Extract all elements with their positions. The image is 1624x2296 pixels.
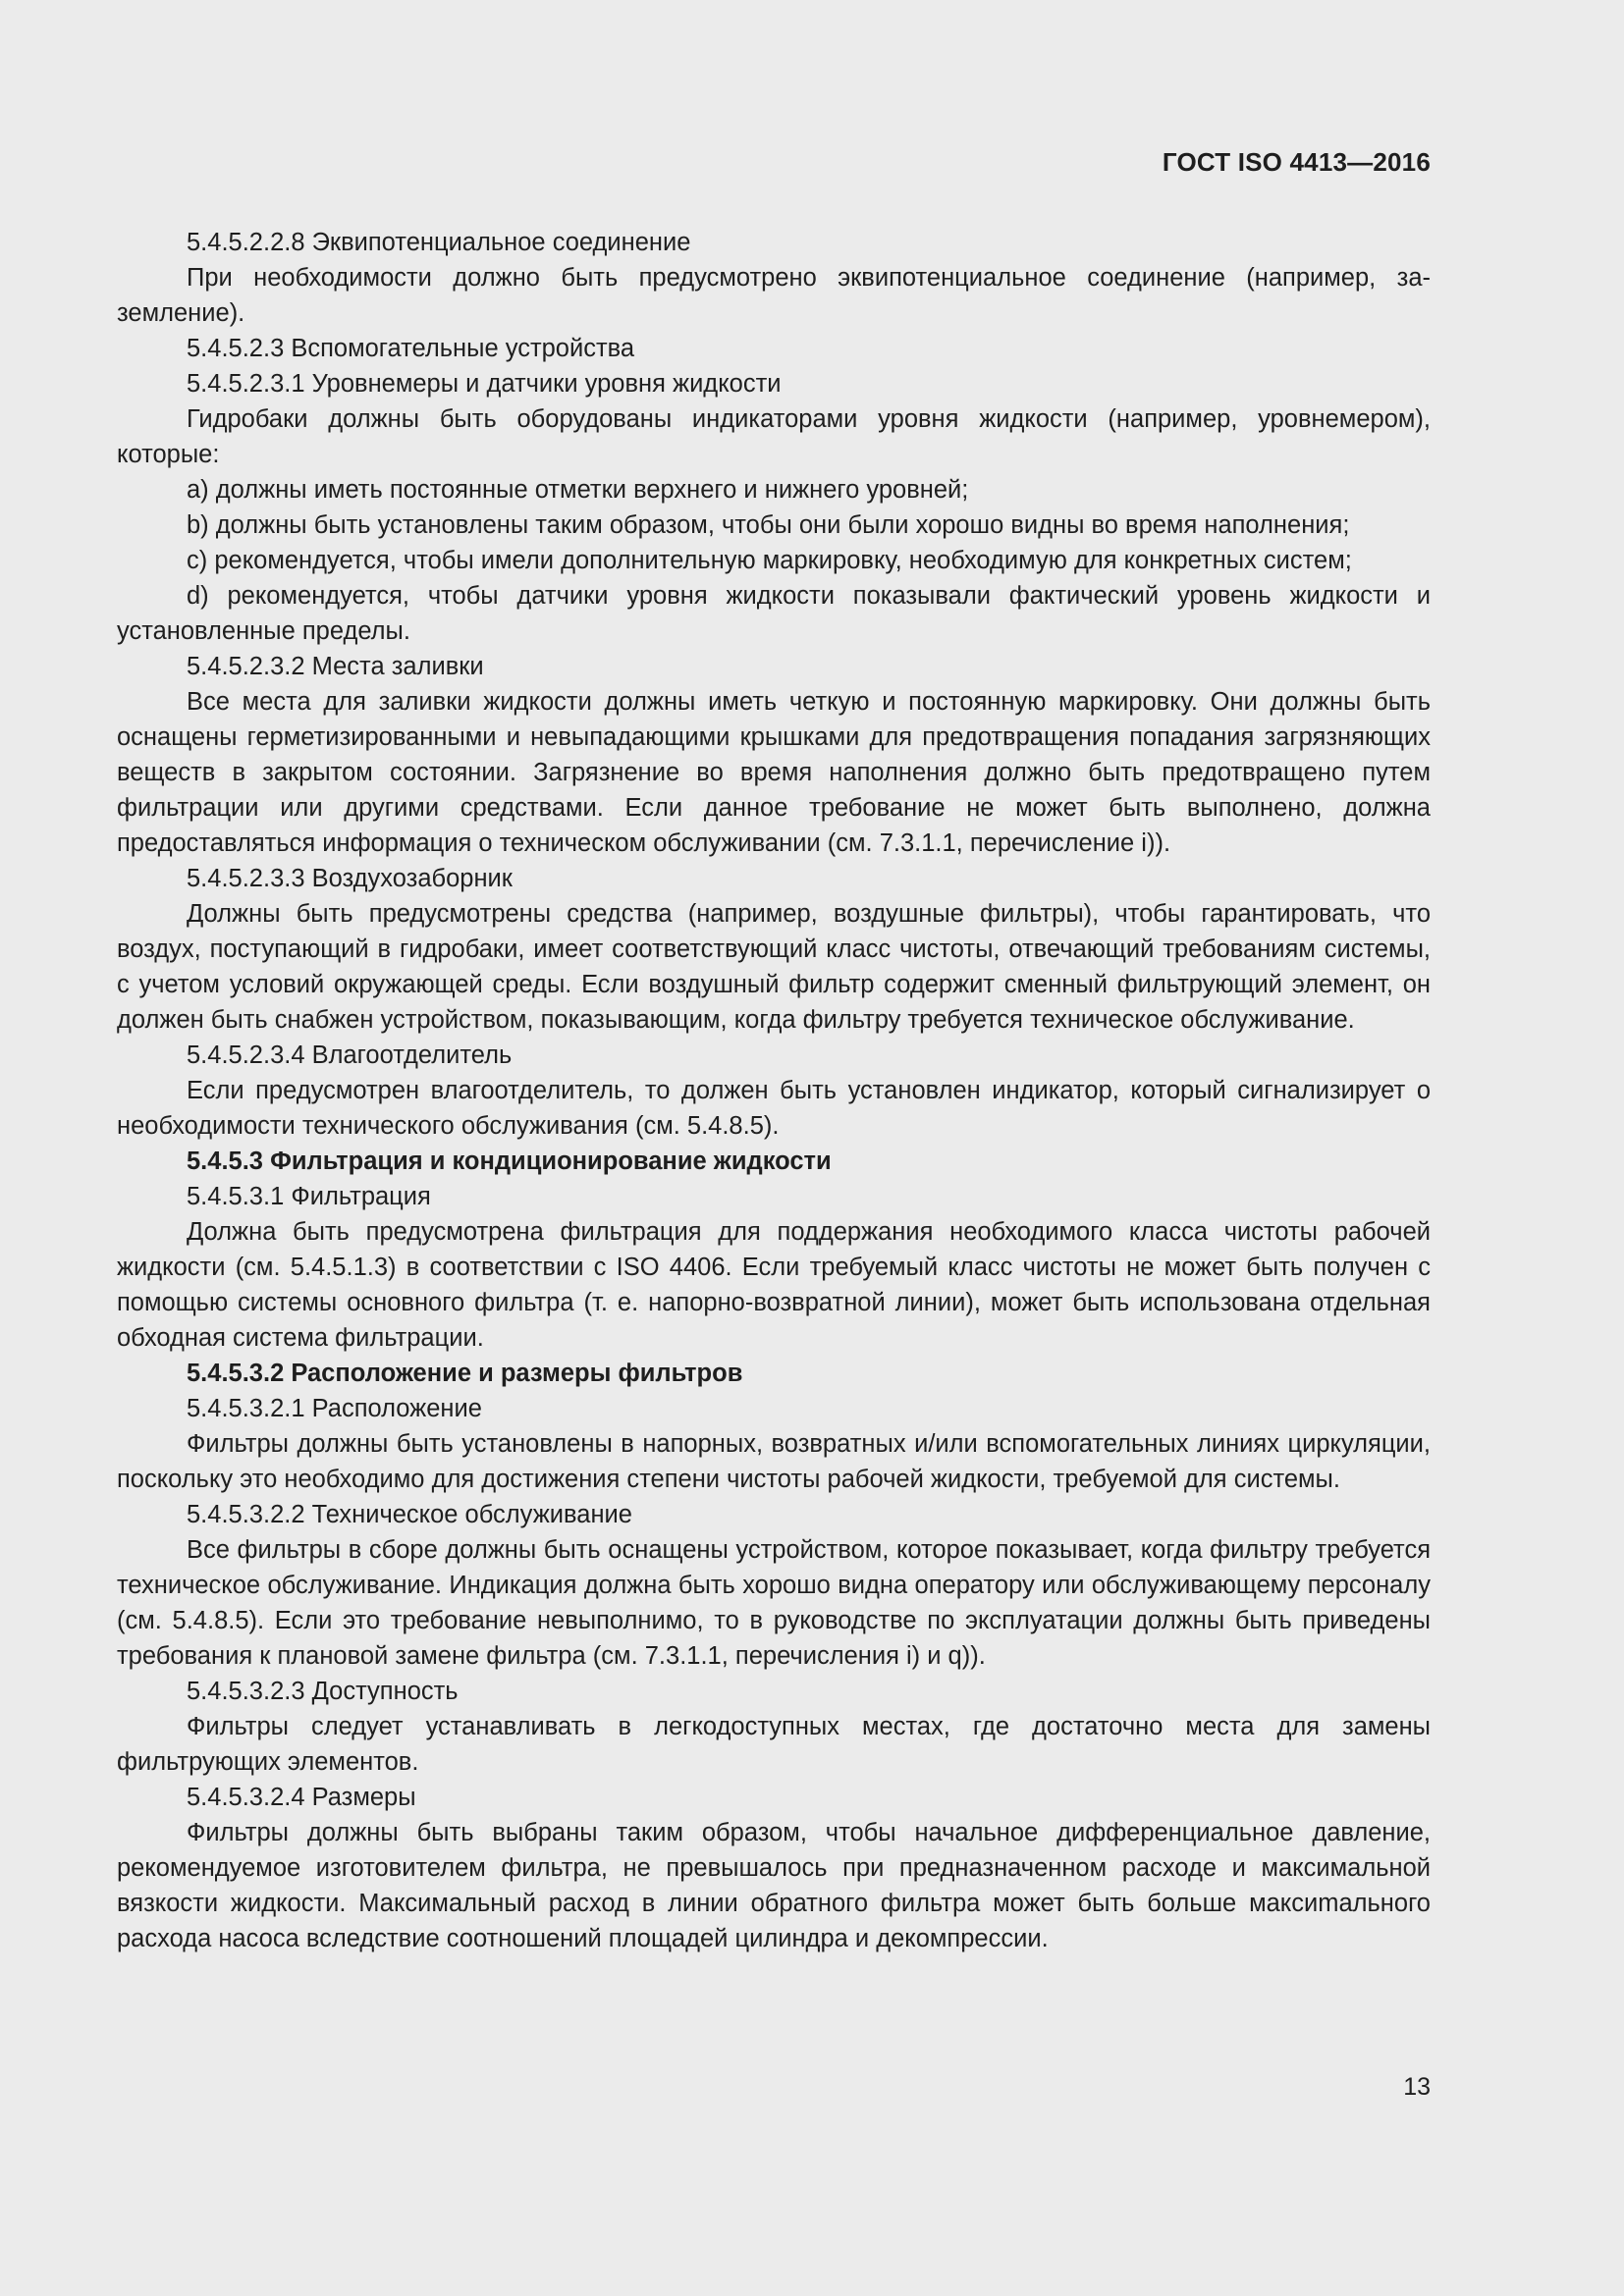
body-paragraph: При необходимости должно быть предусмотрено эквипотенциальное соединение (например, заземление). — [117, 264, 1431, 327]
section-heading-5-4-5-2-3-1: 5.4.5.2.3.1 Уровнемеры и датчики уровня жидкости — [187, 370, 782, 398]
list-item-b: b) должны быть установлены таким образом, чтобы они были хорошо видны во время наполнения; — [187, 511, 1350, 539]
body-paragraph: Все фильтры в сборе должны быть оснащены устройством, которое показывает, когда фильтру требуется техническое обслуживание. Индикация должна быть хорошо видна оператору или обслуживающему персоналу (см. 5.4.8.5). Если это требование невыполнимо, то в руководстве по эксплуатации должны быть приведены требования к плановой замене фильтра (см. 7.3.1.1, перечисления i) и q)). — [117, 1536, 1431, 1670]
section-heading-5-4-5-2-2-8: 5.4.5.2.2.8 Эквипотенциальное соединение — [187, 229, 691, 256]
page-number: 13 — [1403, 2073, 1431, 2101]
section-heading-5-4-5-3-2-3: 5.4.5.3.2.3 Доступность — [187, 1678, 459, 1705]
section-heading-5-4-5-3-2: 5.4.5.3.2 Расположение и размеры фильтров — [187, 1360, 743, 1387]
body-paragraph: Фильтры должны быть выбраны таким образом, чтобы начальное дифференциальное давление, рекомендуемое изготовителем фильтра, не превышалось при предназначенном расходе и максимальной вязкости жидкости. Максимальный расход в линии обратного фильтра может быть больше максиmального расхода насоса вследствие соотношений площадей цилиндра и декомпрессии. — [117, 1819, 1431, 1952]
body-paragraph: Фильтры должны быть установлены в напорных, возвратных и/или вспомогательных линиях циркуляции, поскольку это необходимо для достижения степени чистоты рабочей жидкости, требуемой для системы. — [117, 1430, 1431, 1493]
document-body — [117, 225, 1431, 1956]
section-heading-5-4-5-3: 5.4.5.3 Фильтрация и кондиционирование жидкости — [187, 1148, 832, 1175]
body-paragraph: Все места для заливки жидкости должны иметь четкую и постоянную маркировку. Они должны быть оснащены герметизированными и невыпадающими крышками для предотвращения попадания загрязняющих веществ в закрытом состоянии. Загрязнение во время наполнения должно быть предотвращено путем фильтрации или другими средствами. Если данное требование не может быть выполнено, должна предоставляться информация о техническом обслуживании (см. 7.3.1.1, перечисление i)). — [117, 688, 1431, 857]
standard-code-header: ГОСТ ISO 4413—2016 — [1162, 147, 1431, 177]
body-paragraph: Гидробаки должны быть оборудованы индикаторами уровня жидкости (например, уровнемером), которые: — [117, 405, 1431, 468]
section-heading-5-4-5-3-2-4: 5.4.5.3.2.4 Размеры — [187, 1784, 416, 1811]
body-paragraph: Должна быть предусмотрена фильтрация для поддержания необходимого класса чистоты рабочей жидкости (см. 5.4.5.1.3) в соответствии с ISO 4406. Если требуемый класс чистоты не может быть получен с помощью системы основного фильтра (т. е. напорно-возвратной линии), может быть использована отдельная обходная система фильтрации. — [117, 1218, 1431, 1352]
body-paragraph: Фильтры следует устанавливать в легкодоступных местах, где достаточно места для замены фильтрующих элементов. — [117, 1713, 1431, 1776]
section-heading-5-4-5-2-3-2: 5.4.5.2.3.2 Места заливки — [187, 653, 484, 680]
section-heading-5-4-5-2-3-3: 5.4.5.2.3.3 Воздухозаборник — [187, 865, 513, 892]
list-item-c: c) рекомендуется, чтобы имели дополнительную маркировку, необходимую для конкретных систем; — [187, 547, 1352, 574]
section-heading-5-4-5-3-1: 5.4.5.3.1 Фильтрация — [187, 1183, 431, 1210]
list-item-d: d) рекомендуется, чтобы датчики уровня жидкости показывали фактический уровень жидкости и установленные пределы. — [117, 582, 1431, 645]
section-heading-5-4-5-2-3: 5.4.5.2.3 Вспомогательные устройства — [187, 335, 635, 362]
body-paragraph: Если предусмотрен влагоотделитель, то должен быть установлен индикатор, который сигнализирует о необходимости технического обслуживания (см. 5.4.8.5). — [117, 1077, 1431, 1140]
section-heading-5-4-5-3-2-2: 5.4.5.3.2.2 Техническое обслуживание — [187, 1501, 632, 1528]
list-item-a: a) должны иметь постоянные отметки верхнего и нижнего уровней; — [187, 476, 969, 504]
section-heading-5-4-5-3-2-1: 5.4.5.3.2.1 Расположение — [187, 1395, 482, 1422]
body-paragraph: Должны быть предусмотрены средства (например, воздушные фильтры), чтобы гарантировать, что воздух, поступающий в гидробаки, имеет соответствующий класс чистоты, отвечающий требованиям системы, с учетом условий окружающей среды. Если воздушный фильтр содержит сменный фильтрующий элемент, он должен быть снабжен устройством, показывающим, когда фильтру требуется техническое обслуживание. — [117, 900, 1431, 1034]
section-heading-5-4-5-2-3-4: 5.4.5.2.3.4 Влагоотделитель — [187, 1041, 513, 1069]
